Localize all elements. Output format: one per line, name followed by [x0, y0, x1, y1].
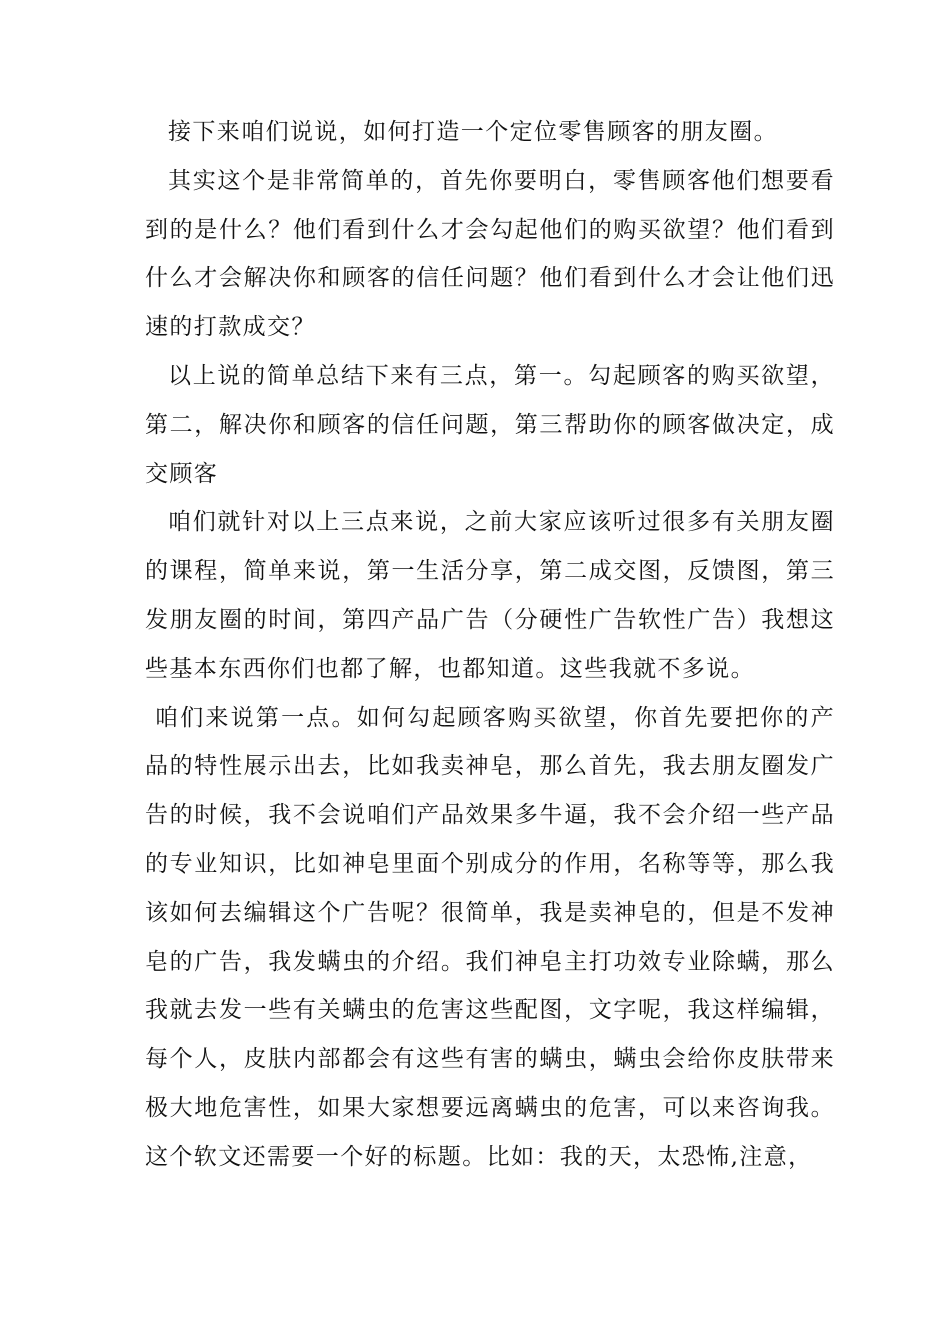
document-body	[145, 108, 835, 1182]
paragraph-4: 咱们就针对以上三点来说，之前大家应该听过很多有关朋友圈的课程，简单来说，第一生活分享，第二成交图，反馈图，第三发朋友圈的时间，第四产品广告（分硬性广告软性广告）我想这些基本东西你们也都了解，也都知道。这些我就不多说。	[145, 509, 835, 682]
paragraph-1: 接下来咱们说说，如何打造一个定位零售顾客的朋友圈。	[168, 119, 778, 145]
paragraph-2: 其实这个是非常简单的，首先你要明白，零售顾客他们想要看到的是什么？他们看到什么才会勾起他们的购买欲望？他们看到什么才会解决你和顾客的信任问题？他们看到什么才会让他们迅速的打款成交？	[145, 167, 835, 341]
paragraph-3: 以上说的简单总结下来有三点，第一。勾起顾客的购买欲望，第二，解决你和顾客的信任问题，第三帮助你的顾客做决定，成交顾客	[145, 362, 835, 487]
paragraph-5: 咱们来说第一点。如何勾起顾客购买欲望，你首先要把你的产品的特性展示出去，比如我卖神皂，那么首先，我去朋友圈发广告的时候，我不会说咱们产品效果多牛逼，我不会介绍一些产品的专业知识，比如神皂里面个别成分的作用，名称等等，那么我该如何去编辑这个广告呢？很简单，我是卖神皂的，但是不发神皂的广告，我发螨虫的介绍。我们神皂主打功效专业除螨，那么我就去发一些有关螨虫的危害这些配图，文字呢，我这样编辑，每个人，皮肤内部都会有这些有害的螨虫，螨虫会给你皮肤带来极大地危害性，如果大家想要远离螨虫的危害，可以来咨询我。这个软文还需要一个好的标题。比如：我的天，太恐怖,注意，	[145, 704, 835, 1170]
